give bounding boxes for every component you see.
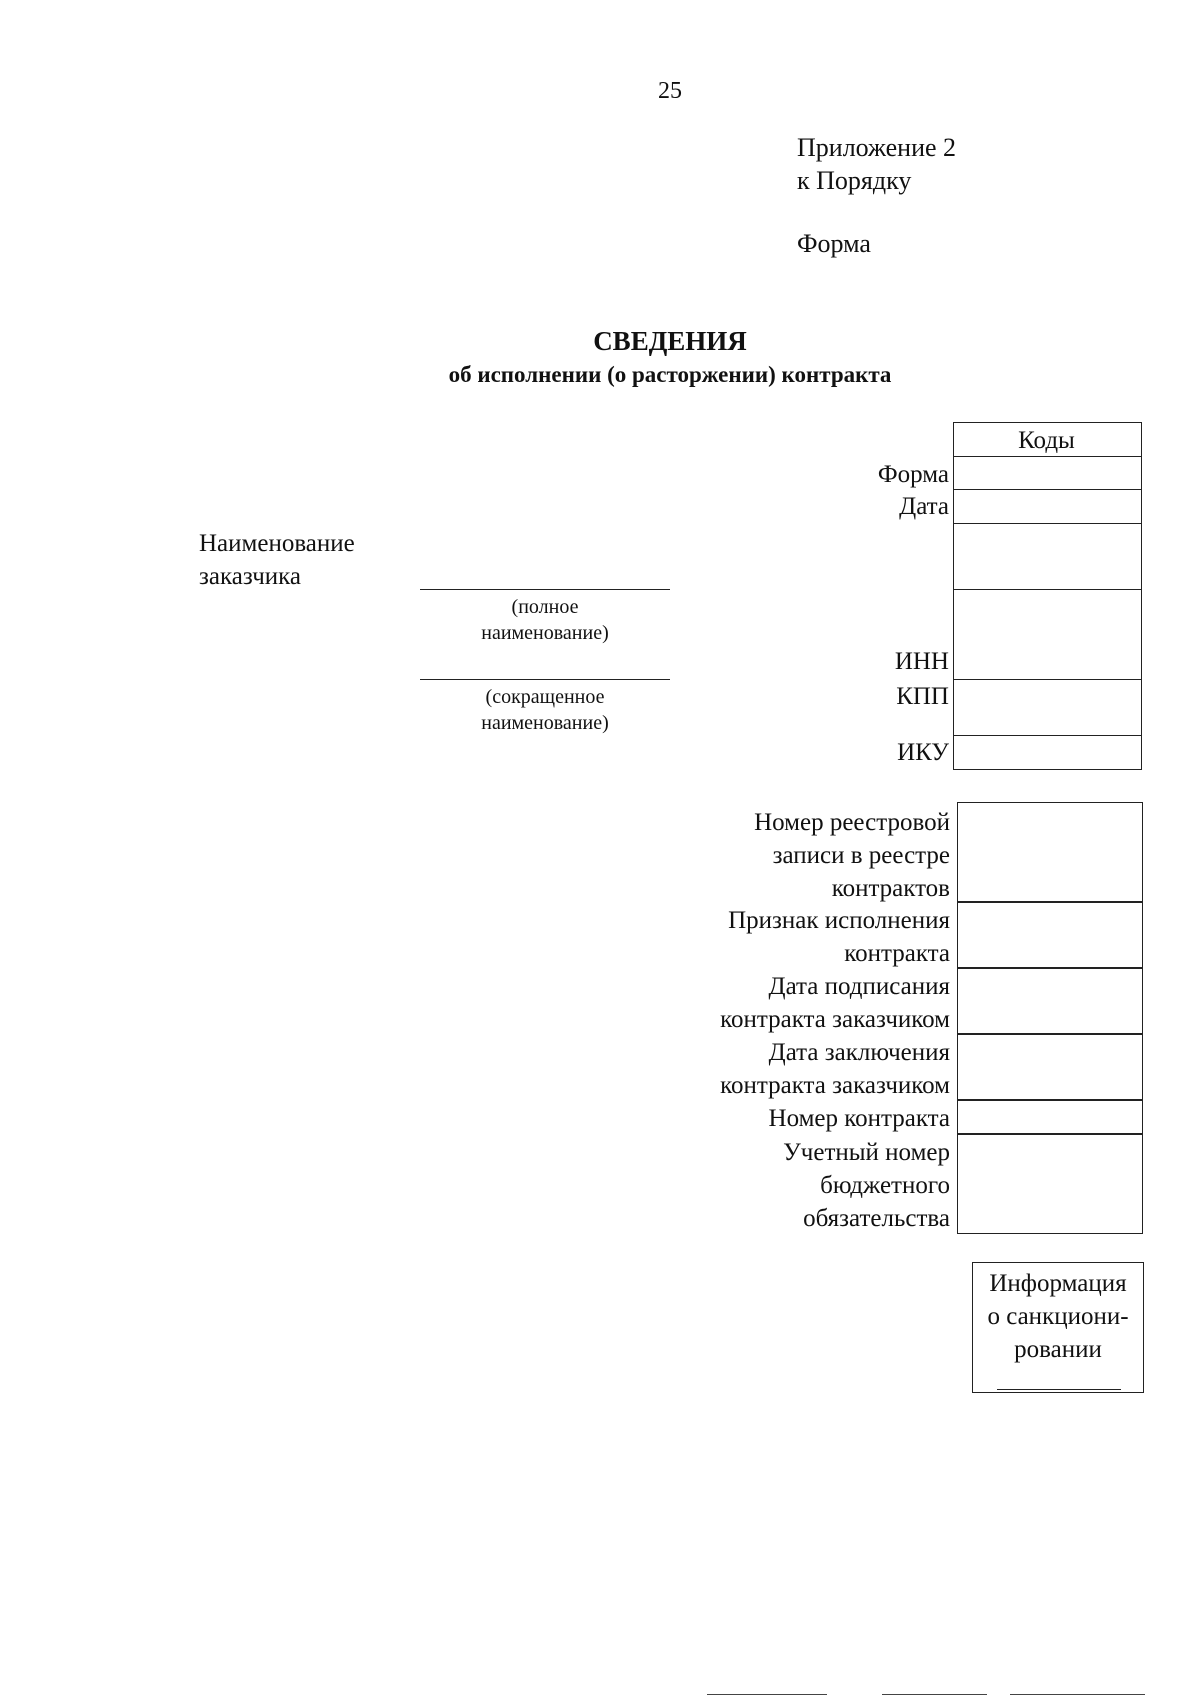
document-title: СВЕДЕНИЯ xyxy=(593,326,747,356)
execution-sign-label xyxy=(600,904,950,970)
sanction-info-line-2: о санкциони- xyxy=(987,1303,1129,1330)
full-name-underline[interactable] xyxy=(420,589,670,590)
budget-obligation-label-line-1: Учетный номер xyxy=(783,1139,950,1166)
full-name-caption-line-1: (полное xyxy=(511,596,579,618)
conclusion-date-field[interactable] xyxy=(957,1034,1143,1100)
codes-divider xyxy=(953,589,1141,590)
short-name-caption-line-1: (сокращенное xyxy=(485,686,605,708)
iku-label: ИКУ xyxy=(897,739,949,766)
customer-label-line-1: Наименование xyxy=(199,530,355,557)
execution-sign-label-line-1: Признак исполнения xyxy=(728,907,950,934)
signing-date-field[interactable] xyxy=(957,968,1143,1034)
document-subtitle: об исполнении (о расторжении) контракта xyxy=(448,362,892,387)
signing-date-label-line-1: Дата подписания xyxy=(768,973,950,1000)
codes-date-label: Дата xyxy=(899,493,949,520)
full-name-caption xyxy=(420,594,670,646)
registry-number-label-line-3: контрактов xyxy=(831,875,950,902)
conclusion-date-label-line-1: Дата заключения xyxy=(768,1039,950,1066)
full-name-caption-line-2: наименование) xyxy=(481,622,609,644)
codes-divider xyxy=(953,489,1141,490)
appendix-line-1: Приложение 2 xyxy=(797,133,957,162)
execution-sign-label-line-2: контракта xyxy=(844,940,950,967)
signing-date-label xyxy=(600,970,950,1036)
iku-code-cell[interactable] xyxy=(955,737,1139,767)
registry-number-field[interactable] xyxy=(957,802,1143,902)
conclusion-date-label xyxy=(600,1036,950,1102)
footer-line xyxy=(1010,1694,1145,1695)
page-number: 25 xyxy=(658,78,682,104)
inn-label: ИНН xyxy=(894,648,949,675)
contract-number-label: Номер контракта xyxy=(768,1105,950,1132)
codes-divider xyxy=(953,735,1141,736)
conclusion-date-label-line-2: контракта заказчиком xyxy=(720,1072,950,1099)
form-label: Форма xyxy=(797,229,871,258)
short-name-caption xyxy=(420,684,670,736)
codes-header: Коды xyxy=(1018,427,1075,454)
appendix-line-2: к Порядку xyxy=(797,166,912,195)
kpp-code-cell[interactable] xyxy=(955,681,1139,733)
customer-name-label xyxy=(199,527,355,593)
customer-label-line-2: заказчика xyxy=(199,563,302,590)
sanction-info-line-3: ровании xyxy=(1014,1336,1102,1363)
budget-obligation-label xyxy=(600,1136,950,1235)
registry-number-label-line-2: записи в реестре xyxy=(772,842,950,869)
codes-form-label: Форма xyxy=(877,461,949,488)
sanction-info-line-1: Информация xyxy=(989,1270,1127,1297)
footer-line xyxy=(882,1694,987,1695)
codes-divider xyxy=(953,523,1141,524)
appendix-reference xyxy=(797,131,956,197)
codes-divider xyxy=(953,679,1141,680)
registry-number-label xyxy=(600,806,950,905)
sanction-info-box[interactable] xyxy=(972,1262,1144,1393)
registry-number-label-line-1: Номер реестровой xyxy=(754,809,950,836)
codes-divider xyxy=(953,456,1141,457)
contract-number-field[interactable] xyxy=(957,1100,1143,1134)
short-name-underline[interactable] xyxy=(420,679,670,680)
form-code-cell[interactable] xyxy=(955,458,1139,488)
sanction-info-underline xyxy=(997,1389,1121,1390)
signing-date-label-line-2: контракта заказчиком xyxy=(720,1006,950,1033)
execution-sign-field[interactable] xyxy=(957,902,1143,968)
short-name-caption-line-2: наименование) xyxy=(481,712,609,734)
date-code-cell[interactable] xyxy=(955,491,1139,521)
budget-obligation-label-line-3: обязательства xyxy=(803,1205,950,1232)
kpp-label: КПП xyxy=(896,683,949,710)
footer-line xyxy=(707,1694,827,1695)
budget-obligation-field[interactable] xyxy=(957,1134,1143,1234)
budget-obligation-label-line-2: бюджетного xyxy=(820,1172,950,1199)
inn-code-cell[interactable] xyxy=(955,591,1139,677)
